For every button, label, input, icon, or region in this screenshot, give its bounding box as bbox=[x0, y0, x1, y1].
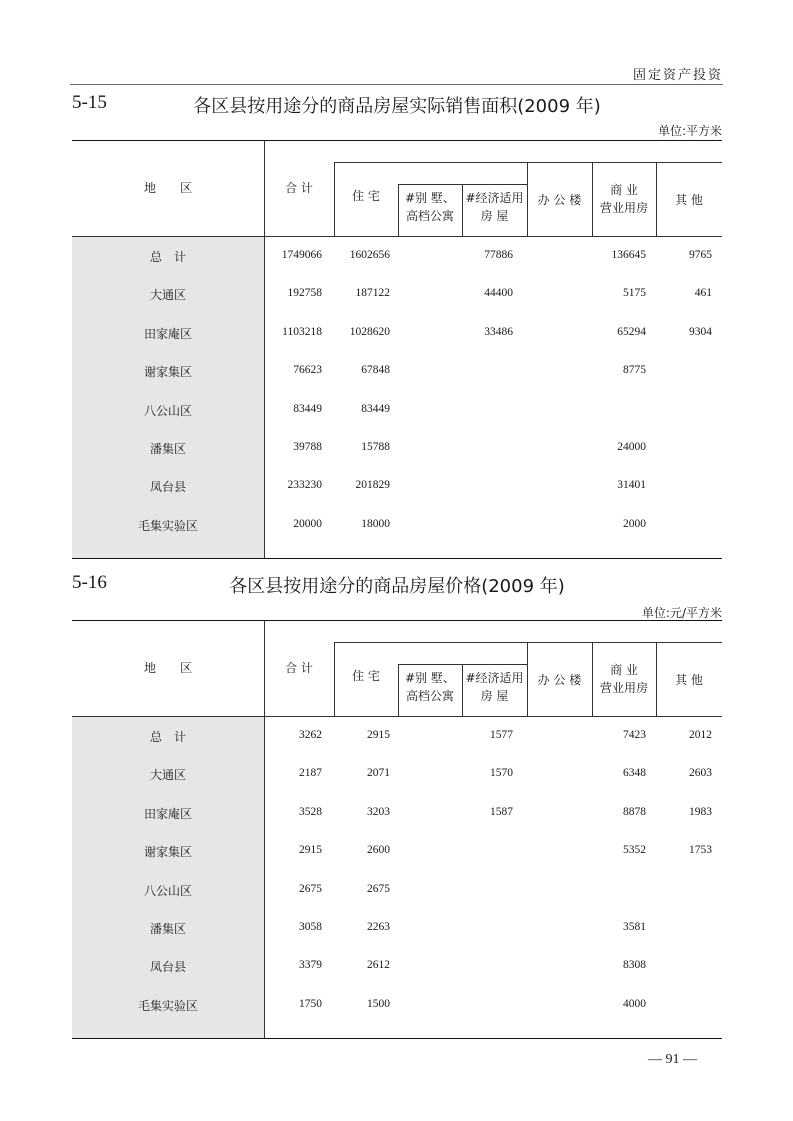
cell-commercial: 65294 bbox=[617, 325, 646, 338]
cell-other: 9304 bbox=[689, 325, 712, 338]
row-region-label: 谢家集区 bbox=[143, 365, 192, 380]
row-region-label: 八公山区 bbox=[143, 403, 192, 418]
cell-commercial: 6348 bbox=[623, 767, 646, 780]
cell-other: 461 bbox=[694, 287, 712, 300]
cell-residential: 187122 bbox=[355, 287, 390, 300]
cell-total: 83449 bbox=[293, 402, 322, 415]
row-region-label: 总 计 bbox=[149, 730, 186, 744]
header-commercial-line1: 商 业 bbox=[610, 663, 638, 677]
row-region-label: 八公山区 bbox=[143, 883, 192, 898]
header-affordable-line1: #经济适用 bbox=[465, 191, 524, 205]
cell-residential: 83449 bbox=[361, 402, 390, 415]
region-column-shade bbox=[72, 716, 264, 1038]
header-residential: 住 宅 bbox=[352, 189, 380, 203]
header-other: 其 他 bbox=[675, 193, 703, 207]
cell-total: 233230 bbox=[287, 479, 322, 492]
cell-affordable: 44400 bbox=[484, 287, 513, 300]
table-section-5-15 bbox=[72, 92, 722, 562]
header-affordable-line2: 房 屋 bbox=[480, 689, 509, 703]
row-region-label: 凤台县 bbox=[149, 480, 186, 495]
table-number: 5-15 bbox=[72, 92, 107, 113]
header-commercial-line2: 营业用房 bbox=[599, 681, 648, 695]
row-region-label: 毛集实验区 bbox=[137, 998, 198, 1013]
cell-residential: 1500 bbox=[367, 997, 390, 1010]
row-region-label: 毛集实验区 bbox=[137, 518, 198, 533]
table-section-5-16 bbox=[72, 572, 722, 1042]
header-subrule bbox=[398, 184, 527, 185]
cell-total: 3379 bbox=[299, 959, 322, 972]
header-region: 地 区 bbox=[143, 181, 192, 195]
cell-total: 192758 bbox=[287, 287, 322, 300]
row-region-label: 大通区 bbox=[149, 288, 186, 303]
cell-other: 9765 bbox=[689, 249, 712, 261]
cell-commercial: 3581 bbox=[623, 921, 646, 933]
cell-commercial: 8308 bbox=[623, 959, 646, 972]
cell-commercial: 31401 bbox=[617, 479, 646, 492]
cell-commercial: 4000 bbox=[623, 997, 646, 1010]
cell-total: 1750 bbox=[299, 997, 322, 1010]
table-top-rule bbox=[72, 620, 722, 621]
cell-total: 2915 bbox=[299, 844, 322, 857]
header-total: 合 计 bbox=[285, 661, 313, 675]
table-top-rule bbox=[72, 140, 722, 141]
header-commercial-line1: 商 业 bbox=[610, 183, 638, 197]
header-villa-line2: 高档公寓 bbox=[405, 209, 454, 223]
header-total: 合 计 bbox=[285, 181, 313, 195]
cell-residential: 2612 bbox=[367, 959, 390, 972]
row-region-label: 田家庵区 bbox=[143, 326, 192, 341]
cell-total: 3262 bbox=[299, 729, 322, 741]
row-region-label: 田家庵区 bbox=[143, 806, 192, 821]
cell-commercial: 5175 bbox=[623, 287, 646, 300]
cell-total: 3528 bbox=[299, 805, 322, 818]
cell-other: 1983 bbox=[689, 805, 712, 818]
cell-residential: 67848 bbox=[361, 364, 390, 377]
cell-total: 1103218 bbox=[282, 325, 322, 338]
row-region-label: 潘集区 bbox=[149, 442, 186, 456]
row-region-label: 潘集区 bbox=[149, 922, 186, 936]
header-affordable-line1: #经济适用 bbox=[465, 671, 524, 685]
cell-other: 2603 bbox=[689, 767, 712, 780]
cell-commercial: 2000 bbox=[623, 517, 646, 530]
cell-affordable: 1570 bbox=[490, 767, 513, 780]
page-number: — 91 — bbox=[648, 1052, 697, 1067]
data-table bbox=[72, 620, 722, 1038]
cell-commercial: 5352 bbox=[623, 844, 646, 857]
unit-label: 单位:平方米 bbox=[657, 124, 722, 138]
data-table bbox=[72, 140, 722, 558]
header-subrule bbox=[334, 642, 722, 643]
cell-commercial: 136645 bbox=[611, 249, 646, 261]
cell-residential: 15788 bbox=[361, 441, 390, 453]
cell-other: 2012 bbox=[689, 729, 712, 741]
cell-commercial: 7423 bbox=[623, 729, 646, 741]
cell-commercial: 8878 bbox=[623, 805, 646, 818]
row-region-label: 总 计 bbox=[149, 250, 186, 264]
unit-label: 单位:元/平方米 bbox=[641, 606, 722, 620]
cell-total: 3058 bbox=[299, 921, 322, 933]
cell-total: 20000 bbox=[293, 517, 322, 530]
header-villa-line1: #别 墅、 bbox=[405, 191, 455, 205]
cell-affordable: 77886 bbox=[484, 249, 513, 261]
table-bottom-rule bbox=[72, 558, 722, 559]
region-column-shade bbox=[72, 236, 264, 558]
header-villa-line1: #别 墅、 bbox=[405, 671, 455, 685]
cell-residential: 2915 bbox=[367, 729, 390, 741]
header-subrule bbox=[398, 664, 527, 665]
table-number: 5-16 bbox=[72, 572, 107, 593]
row-region-label: 凤台县 bbox=[149, 960, 186, 975]
cell-residential: 1028620 bbox=[349, 325, 390, 338]
table-bottom-rule bbox=[72, 1038, 722, 1039]
row-region-label: 谢家集区 bbox=[143, 845, 192, 860]
cell-commercial: 24000 bbox=[617, 441, 646, 453]
cell-other: 1753 bbox=[689, 844, 712, 857]
cell-residential: 2600 bbox=[367, 844, 390, 857]
header-bottom-rule bbox=[72, 716, 722, 717]
row-region-label: 大通区 bbox=[149, 768, 186, 783]
cell-residential: 1602656 bbox=[349, 249, 390, 261]
header-other: 其 他 bbox=[675, 673, 703, 687]
cell-residential: 2263 bbox=[367, 921, 390, 933]
column-divider bbox=[592, 642, 593, 716]
cell-affordable: 1587 bbox=[490, 805, 513, 818]
cell-residential: 2071 bbox=[367, 767, 390, 780]
cell-affordable: 1577 bbox=[490, 729, 513, 741]
column-divider bbox=[592, 162, 593, 236]
header-affordable-line2: 房 屋 bbox=[480, 209, 509, 223]
cell-residential: 18000 bbox=[361, 517, 390, 530]
header-office: 办 公 楼 bbox=[537, 673, 582, 687]
header-commercial-line2: 营业用房 bbox=[599, 201, 648, 215]
header-region: 地 区 bbox=[143, 661, 192, 675]
cell-affordable: 33486 bbox=[484, 325, 513, 338]
cell-total: 2675 bbox=[299, 882, 322, 895]
header-bottom-rule bbox=[72, 236, 722, 237]
table-title: 各区县按用途分的商品房屋实际销售面积(2009 年) bbox=[193, 96, 601, 117]
cell-total: 76623 bbox=[293, 364, 322, 377]
cell-residential: 3203 bbox=[367, 805, 390, 818]
cell-total: 2187 bbox=[299, 767, 322, 780]
cell-residential: 2675 bbox=[367, 882, 390, 895]
table-title: 各区县按用途分的商品房屋价格(2009 年) bbox=[229, 576, 565, 597]
running-head: 固定资产投资 bbox=[632, 68, 723, 83]
cell-total: 39788 bbox=[293, 441, 322, 453]
cell-commercial: 8775 bbox=[623, 364, 646, 377]
header-rule bbox=[70, 84, 723, 85]
cell-total: 1749066 bbox=[281, 249, 322, 261]
header-subrule bbox=[334, 162, 722, 163]
cell-residential: 201829 bbox=[355, 479, 390, 492]
column-divider bbox=[264, 140, 265, 558]
header-residential: 住 宅 bbox=[352, 669, 380, 683]
header-office: 办 公 楼 bbox=[537, 193, 582, 207]
column-divider bbox=[264, 620, 265, 1038]
header-villa-line2: 高档公寓 bbox=[405, 689, 454, 703]
